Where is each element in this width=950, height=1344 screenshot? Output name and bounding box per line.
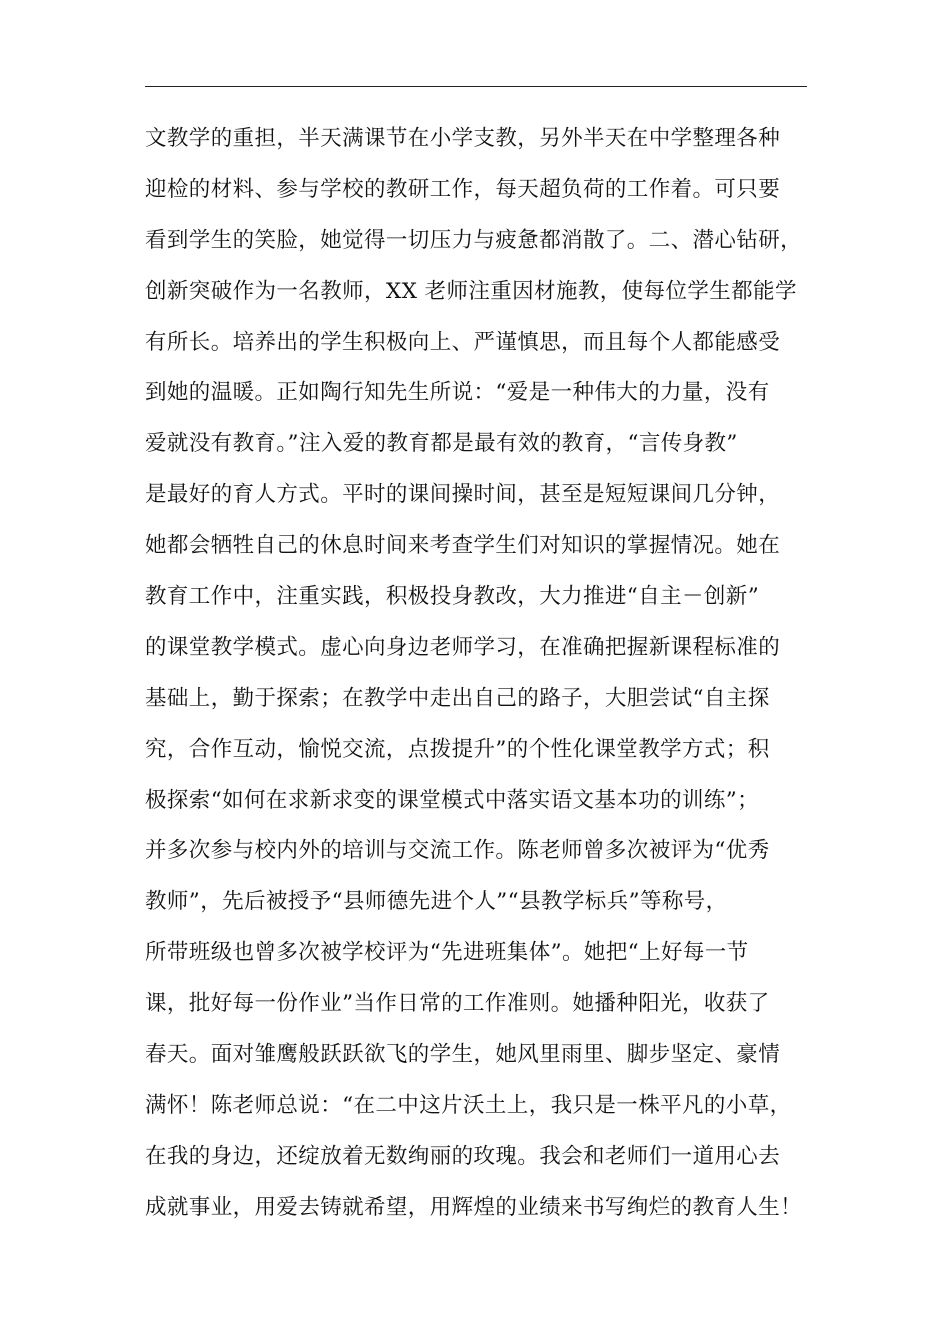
text-line: 在我的身边，还绽放着无数绚丽的玫瑰。我会和老师们一道用心去 <box>145 1143 781 1169</box>
body-text <box>145 114 825 1234</box>
text-line: 她都会牺牲自己的休息时间来考查学生们对知识的掌握情况。她在 <box>145 533 781 559</box>
text-line: 所带班级也曾多次被学校评为“先进班集体”。她把“上好每一节 <box>145 940 749 966</box>
text-line: 极探索“如何在求新求变的课堂模式中落实语文基本功的训练”； <box>145 787 760 813</box>
text-line: 爱就没有教育。”注入爱的教育都是最有效的教育，“言传身教” <box>145 431 738 457</box>
text-line: 教育工作中，注重实践，积极投身教改，大力推进“自主－创新” <box>145 584 760 610</box>
text-line: 创新突破作为一名教师，XX 老师注重因材施教，使每位学生都能学 <box>145 278 797 304</box>
text-line: 并多次参与校内外的培训与交流工作。陈老师曾多次被评为“优秀 <box>145 838 770 864</box>
text-line: 是最好的育人方式。平时的课间操时间，甚至是短短课间几分钟， <box>145 482 781 508</box>
text-line: 迎检的材料、参与学校的教研工作，每天超负荷的工作着。可只要 <box>145 176 781 202</box>
text-line: 到她的温暖。正如陶行知先生所说：“爱是一种伟大的力量，没有 <box>145 380 770 406</box>
text-line: 课，批好每一份作业”当作日常的工作准则。她播种阳光，收获了 <box>145 991 770 1017</box>
header-rule <box>145 86 807 87</box>
text-line: 教师”，先后被授予“县师德先进个人”“县教学标兵”等称号， <box>145 889 728 915</box>
text-line: 看到学生的笑脸，她觉得一切压力与疲惫都消散了。二、潜心钻研， <box>145 227 803 253</box>
text-line: 文教学的重担，半天满课节在小学支教，另外半天在中学整理各种 <box>145 126 781 151</box>
text-line: 满怀！陈老师总说：“在二中这片沃土上，我只是一株平凡的小草， <box>145 1092 792 1118</box>
text-line: 成就事业，用爱去铸就希望，用辉煌的业绩来书写绚烂的教育人生！ <box>145 1194 803 1220</box>
text-line: 究，合作互动，愉悦交流，点拨提升”的个性化课堂教学方式；积 <box>145 736 770 762</box>
text-line: 春天。面对雏鹰般跃跃欲飞的学生，她风里雨里、脚步坚定、豪情 <box>145 1042 781 1068</box>
text-line: 的课堂教学模式。虚心向身边老师学习，在准确把握新课程标准的 <box>145 634 781 660</box>
text-line: 基础上，勤于探索；在教学中走出自己的路子，大胆尝试“自主探 <box>145 685 770 711</box>
text-line: 有所长。培养出的学生积极向上、严谨慎思，而且每个人都能感受 <box>145 329 781 355</box>
